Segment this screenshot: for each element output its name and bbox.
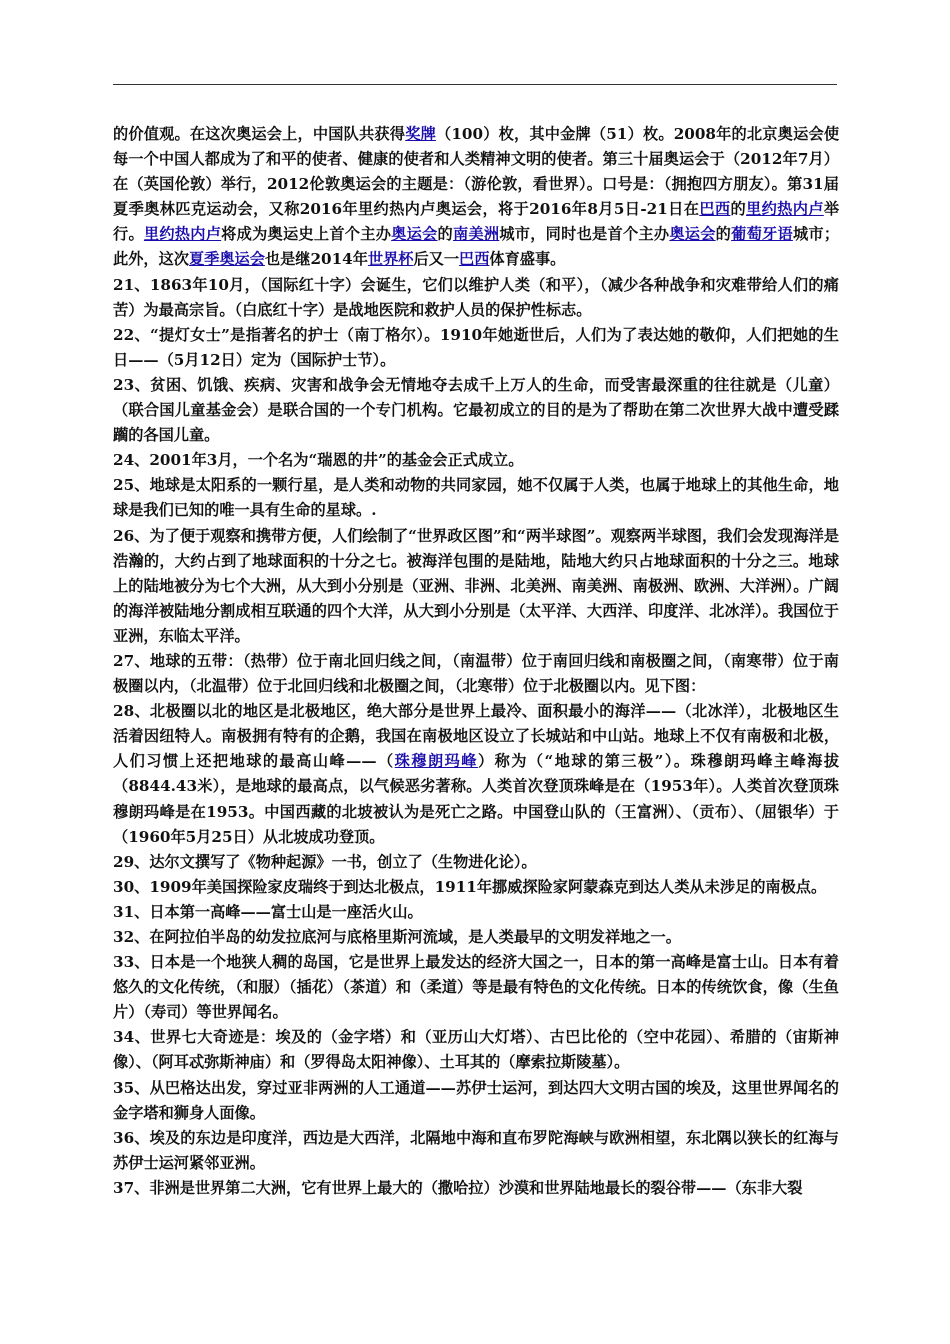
text-run: 24、2001年3月，一个名为“瑞恩的井”的基金会正式成立。 [113,451,524,470]
paragraph-p36 [113,1126,839,1176]
paragraph-p24 [113,448,839,473]
paragraph-p21 [113,273,839,323]
text-run: 31、日本第一高峰——富士山是一座活火山。 [113,902,423,921]
text-run: 21、1863年10月，（国际红十字）会诞生，它们以维护人类（和平），（减少各种战争和灾难带给人们的痛苦）为最高宗旨。（白底红十字）是战地医院和救护人员的保护性标志。 [113,275,839,319]
text-run: 26、为了便于观察和携带方便，人们绘制了“世界政区图”和“两半球图”。观察两半球图，我们会发现海洋是浩瀚的，大约占到了地球面积的十分之七。被海洋包围的是陆地，陆地大约只占地球面积的十分之三。地球上的陆地被分为七个大洲，从大到小分别是（亚洲、非洲、北美洲、南美洲、南极洲、欧洲、大洋洲）。广阔的海洋被陆地分割成相互联通的四个大洋，从大到小分别是（太平洋、大西洋、印度洋、北冰洋）。我国位于亚洲，东临太平洋。 [113,526,839,645]
text-run: 28、北极圈以北的地区是北极地区，绝大部分是世界上最冷、面积最小的海洋——（北冰洋），北极地区生活着因纽特人。南极拥有特有的企鹅，我国在南极地区设立了长城站和中山站。地球上不仅有南极和北极，人们习惯上还把地球的最高山峰——（ [113,702,839,771]
text-run: 的 [730,200,746,219]
inline-link[interactable]: 里约热内卢 [143,225,222,244]
paragraph-p29 [113,850,839,875]
text-run: 举行。 [113,200,839,244]
text-run: 32、在阿拉伯半岛的幼发拉底河与底格里斯河流域，是人类最早的文明发祥地之一。 [113,928,681,946]
inline-link[interactable]: 珠穆朗玛峰 [394,752,478,771]
inline-link[interactable]: 奥运会 [669,225,716,244]
text-run: 的 [437,225,453,244]
paragraph-p25 [113,473,839,523]
text-run: 城市；此外，这次 [113,225,840,269]
text-run: 体育盛事。 [489,250,566,269]
text-run: 30、1909年美国探险家皮瑞终于到达北极点，1911年挪威探险家阿蒙森克到达人类从未涉足的南极点。 [113,877,827,896]
text-run: 34、世界七大奇迹是：埃及的（金字塔）和（亚历山大灯塔）、古巴比伦的（空中花园）、希腊的（宙斯神像）、（阿耳忒弥斯神庙）和（罗得岛太阳神像）、土耳其的（摩索拉斯陵墓）。 [113,1028,839,1072]
paragraph-p37 [113,1176,839,1201]
paragraph-p22 [113,323,839,373]
inline-link[interactable]: 葡萄牙语 [731,225,793,244]
inline-link[interactable]: 夏季奥运会 [188,250,265,269]
text-run: 25、地球是太阳系的一颗行星，是人类和动物的共同家园，她不仅属于人类，也属于地球上的其他生命，地球是我们已知的唯一具有生命的星球。. [113,476,839,520]
text-run: 也是继2014年 [264,250,368,269]
text-run: ）称为（“地球的第三极”）。珠穆朗玛峰主峰海拔（8844.43米），是地球的最高点，以气候恶劣著称。人类首次登顶珠峰是在（1953年）。人类首次登顶珠穆朗玛峰是在1953。中国西藏的北坡被认为是死亡之路。中国登山队的（王富洲）、（贡布）、（屈银华）于（1960年5月25日）从北坡成功登顶。 [113,752,840,846]
text-run: 35、从巴格达出发，穿过亚非两洲的人工通道——苏伊士运河，到达四大文明古国的埃及，这里世界闻名的金字塔和狮身人面像。 [113,1078,839,1122]
text-run: 将成为奥运史上首个主办 [221,225,392,244]
inline-link[interactable]: 奖牌 [405,125,436,143]
text-run: 的价值观。在这次奥运会上，中国队共获得 [113,125,406,143]
inline-link[interactable]: 南美洲 [452,225,500,244]
inline-link[interactable]: 巴西 [699,200,731,219]
paragraph-p33 [113,950,839,1025]
inline-link[interactable]: 巴西 [459,250,490,269]
text-run: 36、埃及的东边是印度洋，西边是大西洋，北隔地中海和直布罗陀海峡与欧洲相望，东北隅以狭长的红海与苏伊士运河紧邻亚洲。 [113,1128,839,1172]
text-run: （100）枚，其中金牌（51）枚。2008年的北京奥运会使每一个中国人都成为了和平的使者、健康的使者和人类精神文明的使者。第三十届奥运会于（2012年7月）在（英国伦敦）举行，2012伦敦奥运会的主题是：（游伦敦，看世界）。口号是：（拥抱四方朋友）。第31届夏季奥林匹克运动会，又称2016年里约热内卢奥运会，将于2016年8月5日-21日在 [113,125,840,219]
paragraph-p27 [113,649,839,699]
text-run: 22、“提灯女士”是指著名的护士（南丁格尔）。1910年她逝世后，人们为了表达她的敬仰，人们把她的生日——（5月12日）定为（国际护士节）。 [113,325,839,369]
inline-link[interactable]: 里约热内卢 [746,200,824,219]
text-run: 33、日本是一个地狭人稠的岛国，它是世界上最发达的经济大国之一，日本的第一高峰是富士山。日本有着悠久的文化传统，（和服）（插花）（茶道）和（柔道）等是最有特色的文化传统。日本的传统饮食，像（生鱼片）（寿司）等世界闻名。 [113,953,839,1022]
paragraph-p32 [113,925,839,950]
text-run: 37、非洲是世界第二大洲，它有世界上最大的（撒哈拉）沙漠和世界陆地最长的裂谷带——（东非大裂 [113,1178,803,1197]
text-run: 29、达尔文撰写了《物种起源》一书，创立了（生物进化论）。 [113,852,537,871]
inline-link[interactable]: 奥运会 [391,225,438,244]
paragraph-p20 [113,122,839,273]
inline-link[interactable]: 世界杯 [367,250,414,269]
text-run: 城市，同时也是首个主办 [499,225,670,244]
paragraph-p30 [113,875,839,900]
paragraph-p34 [113,1025,839,1075]
text-run: 的 [715,225,732,244]
paragraph-p28 [113,699,839,850]
paragraph-p23 [113,373,839,448]
paragraph-p31 [113,900,839,925]
paragraph-p26 [113,524,839,649]
text-run: 23、贫困、饥饿、疾病、灾害和战争会无情地夺去成千上万人的生命，而受害最深重的往往就是（儿童）（联合国儿童基金会）是联合国的一个专门机构。它最初成立的目的是为了帮助在第二次世界大战中遭受蹂躏的各国儿童。 [113,375,839,445]
text-run: 27、地球的五带：（热带）位于南北回归线之间，（南温带）位于南回归线和南极圈之间，（南寒带）位于南极圈以内，（北温带）位于北回归线和北极圈之间，（北寒带）位于北极圈以内。见下图： [113,651,839,696]
document-body [113,122,839,1201]
text-run: 后又一 [413,250,460,269]
header-rule [113,84,837,85]
paragraph-p35 [113,1076,839,1126]
